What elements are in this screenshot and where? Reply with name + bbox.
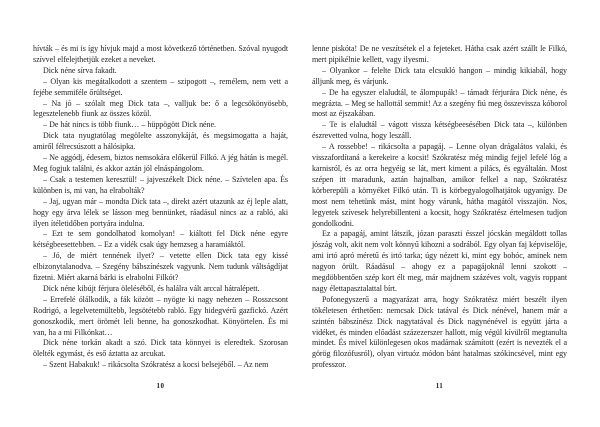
paragraph: Dick tata nyugtatólag megölelte asszonykáját, és megsimogatta a haját, amiről félrecsúszott a hálósipka. bbox=[33, 131, 288, 152]
paragraph: Pofonegyszerű a magyarázat arra, hogy Szókratész miért beszélt ilyen tökéletesen érthetően: nemcsak Dick tatával és Dick nénével, hanem már a szintén bábszínész Dick nagytatával és Dick nagynénével is együtt járta a vidéket, és minden előadást százezerszer hallott, míg végül kívülről megtanulta mindet. És mivel különlegesen okos madárnak számított (ezért is nevezték el a görög filozófusról), olyan virtuóz módon bánt hatalmas szókincsével, mint egy professzor. bbox=[312, 294, 567, 370]
paragraph: – Csak a testemen keresztül! – jajveszékelt Dick néne. – Szívtelen apa. És különben is, mi van, ha elrabolták? bbox=[33, 174, 288, 195]
paragraph: – Jaj, ugyan már – mondta Dick tata –, direkt azért utazunk az éj leple alatt, hogy egy árva lélek se lásson meg bennünket, ráadásul nincs az a rabló, aki ilyen ítéletidőben portyára indulna. bbox=[33, 196, 288, 228]
paragraph: hívták – és mi is így hívjuk majd a most következő történetben. Szóval nyugodt szívvel elfelejthetjük ezeket a neveket. bbox=[33, 44, 288, 64]
paragraph: Dick néne kibújt férjura öleléséből, és halálra vált arccal hátralépett. bbox=[43, 283, 260, 293]
page-right bbox=[312, 44, 567, 404]
paragraph: Dick néne sírva fakadt. bbox=[43, 65, 117, 75]
paragraph: – A rossebbe! – rikácsolta a papagáj. – Lenne olyan drágalátos valaki, és visszafordítaná a kerekeire a kocsit! Szókratész még mindig fejjel lefelé lóg a karnisról, és az orra hegyéig se lát, mert kiment a pilács, és egyáltalán. Most szépen itt maradunk, aztán hajnalban, amikor felkel a nap, Szókratész körberepüli a környéket Filkó után. Ti is körbegyalogolhatjátok ugyanígy. De most nem tehetünk mást, mint hogy várunk, hátha magától visszajön. Nos, legyetek szívesek helyrebillenteni a kocsit, hogy Szókratész értelmesen tudjon gondolkodni. bbox=[312, 142, 567, 228]
paragraph: lenne piskóta! De ne veszítsétek el a fejeteket. Hátha csak azért szállt le Filkó, mert pipikélnie kellett, vagy ilyesmi. bbox=[312, 44, 567, 64]
page-number-right: 11 bbox=[435, 382, 444, 390]
paragraph: – Jó, de miért tennének ilyet? – vetette ellen Dick tata egy kissé elbizonytalanodva. – Szegény bábszínészek vagyunk. Nem tudunk váltságdíjat fizetni. Miért akarná bárki is elrabolni Filkót? bbox=[33, 251, 288, 283]
paragraph: Dick néne torkán akadt a szó. Dick tata könnyei is eleredtek. Szorosan ölelték egymást, és eső áztatta az arcukat. bbox=[33, 338, 288, 359]
page-left-text bbox=[33, 44, 288, 371]
page-right-text bbox=[312, 44, 567, 371]
paragraph: – Olyan kis megátalkodott a szentem – szipogott –, remélem, nem vett a fejébe semmiféle őrültséget. bbox=[33, 76, 288, 97]
paragraph: – Ne aggódj, édesem, biztos nemsokára előkerül Filkó. A jég hátán is megél. Meg fogjuk találni, és akkor aztán jól elnáspángolom. bbox=[33, 153, 288, 173]
paragraph: – De hát nincs is több fiunk… – hüppögött Dick néne. bbox=[43, 120, 216, 130]
paragraph: – Errefelé ólálkodik, a fák között – nyögte ki nagy nehezen – Rosszcsont Rodrigó, a legelvetemültebb, legsötétebb rabló. Egy hidegvérű gazfickó. Azért gonoszkodik, mert örömét leli benne, ha gonoszkodhat. Könyörtelen. És mi van, ha a mi Filkónkat… bbox=[33, 294, 288, 337]
paragraph: – Te is elaludtál – vágott vissza kétségbeesésében Dick tata –, különben észrevetted volna, hogy leszáll. bbox=[312, 120, 567, 141]
page-left bbox=[33, 44, 288, 404]
paragraph: – Na jó – szólalt meg Dick tata –, valljuk be: ő a legcsökönyösebb, legesztelenebb fiunk az összes közül. bbox=[33, 98, 288, 119]
paragraph: Ez a papagáj, amint látszik, józan paraszti ésszel jócskán megáldott tollas jószág volt, akit nem volt könnyű kihozni a sodrából. Egy olyan faj képviselője, ami irtó apró méretű és irtó tarka; úgy nézett ki, mint egy bohóc, aminek nem nagyon örült. Ráadásul – ahogy ez a papagájoknál lenni szokott – megdöbbentően szép kort élt meg, már majdnem százéves volt, vagyis roppant nagy élettapasztalattal bírt. bbox=[312, 229, 567, 293]
page-number-left: 10 bbox=[156, 382, 165, 390]
paragraph: – Ezt te sem gondolhatod komolyan! – kiáltott fel Dick néne egyre kétségbeesettebben. – Ez a vidék csak úgy hemzseg a haramiáktól. bbox=[33, 229, 288, 250]
paragraph: – Szent Habakuk! – rikácsolta Szókratész a kocsi belsejéből. – Az nem bbox=[43, 360, 269, 370]
paragraph: – De ha egyszer elaludtál, te álompupák! – támadt férjurára Dick néne, és megrázta. – Meg se hallottál semmit! Az a szegény fiú meg összevissza kóborol most az éjszakában. bbox=[312, 87, 567, 119]
paragraph: – Olyankor – felelte Dick tata elcsukló hangon – mindig kikiabál, hogy álljunk meg, és várjunk. bbox=[312, 65, 567, 86]
